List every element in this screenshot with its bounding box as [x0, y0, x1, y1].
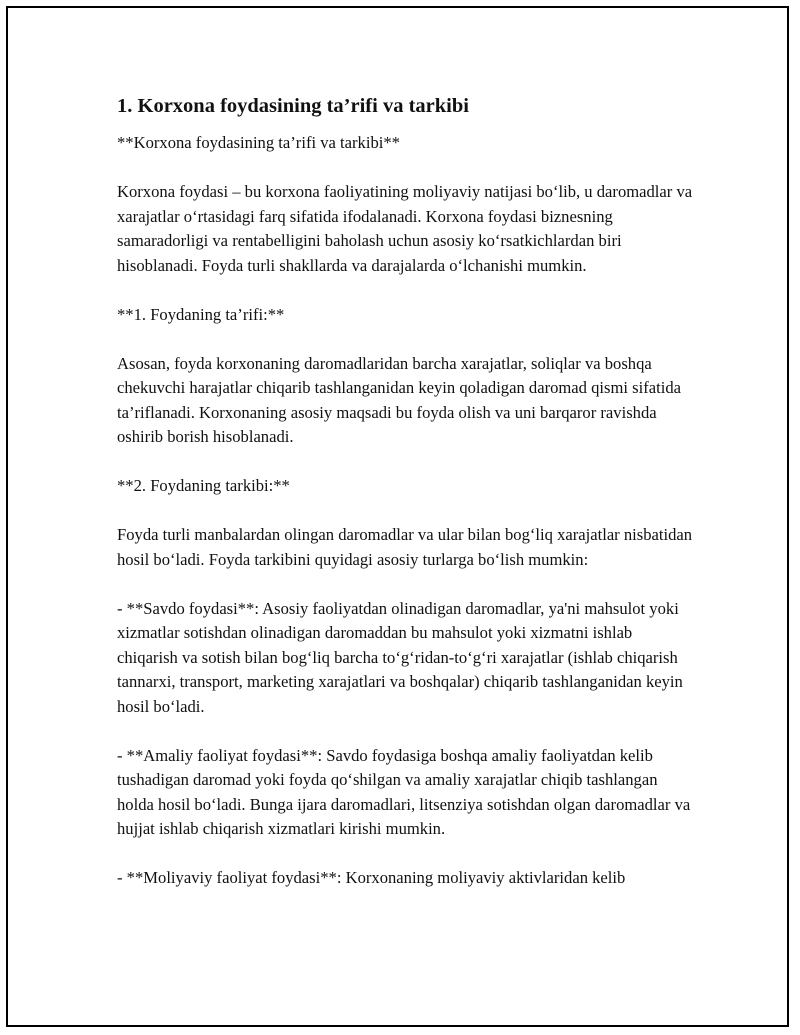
intro-paragraph: Korxona foydasi – bu korxona faoliyatining moliyaviy natijasi bo‘lib, u daromadlar va xarajatlar o‘rtasidagi farq sifatida ifodalanadi. Korxona foydasi biznesning samaradorligi va rentabelligini baholash uchun asosiy ko‘rsatkichlardan biri hisoblanadi. Foyda turli shakllarda va darajalarda o‘lchanishi mumkin. — [117, 182, 693, 275]
composition-paragraph: Foyda turli manbalardan olingan daromadlar va ular bilan bog‘liq xarajatlar nisbatidan hosil bo‘ladi. Foyda tarkibini quyidagi asosiy turlarga bo‘lish mumkin: — [117, 525, 693, 569]
section-heading: **Korxona foydasining ta’rifi va tarkibi** — [117, 133, 400, 152]
document-title: 1. Korxona foydasining ta’rifi va tarkibi — [117, 95, 469, 117]
subsection-heading-composition: **2. Foydaning tarkibi:** — [117, 476, 290, 495]
definition-paragraph: Asosan, foyda korxonaning daromadlaridan barcha xarajatlar, soliqlar va boshqa chekuvchi harajatlar chiqarib tashlanganidan keyin qoladigan daromad qismi sifatida ta’riflanadi. Korxonaning asosiy maqsadi bu foyda olish va uni barqaror ravishda oshirib borish hisoblanadi. — [117, 353, 681, 446]
list-item-financial-profit: - **Moliyaviy faoliyat foydasi**: Korxonaning moliyaviy aktivlaridan kelib — [117, 868, 626, 887]
subsection-heading-definition: **1. Foydaning ta’rifi:** — [117, 304, 285, 324]
document-body — [117, 92, 697, 915]
list-item-trade-profit: - **Savdo foydasi**: Asosiy faoliyatdan olinadigan daromadlar, ya'ni mahsulot yoki xizmatlar sotishdan olinadigan daromaddan bu mahsulot yoki xizmatni ishlab chiqarish va sotish bilan bog‘liq barcha to‘g‘ridan-to‘g‘ri xarajatlar (ishlab chiqarish tannarxi, transport, marketing xarajatlari va boshqalar) chiqarib tashlanganidan keyin hosil bo‘ladi. — [117, 598, 683, 716]
list-item-operating-profit: - **Amaliy faoliyat foydasi**: Savdo foydasiga boshqa amaliy faoliyatdan kelib tushadigan daromad yoki foyda qo‘shilgan va amaliy xarajatlar chiqib tashlangan holda hosil bo‘ladi. Bunga ijara daromadlari, litsenziya sotishdan olgan daromadlar va hujjat ishlab chiqarish xizmatlari kirishi mumkin. — [117, 745, 691, 838]
